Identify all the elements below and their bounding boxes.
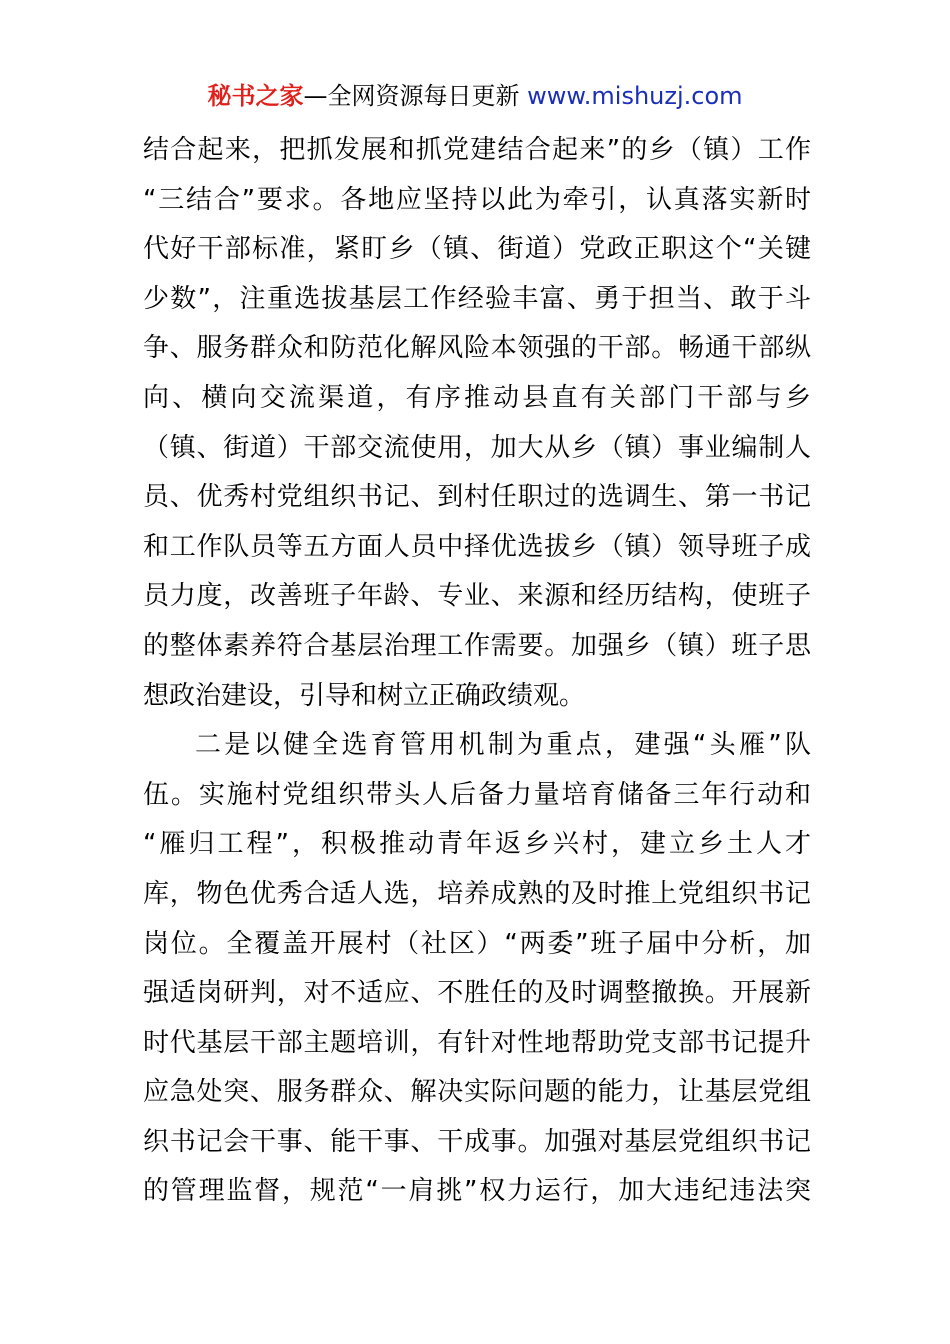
text-line: 织书记会干事、能干事、干成事。加强对基层党组织书记: [143, 1126, 811, 1157]
text-line: 强适岗研判，对不适应、不胜任的及时调整撤换。开展新: [143, 978, 811, 1009]
document-body: [143, 126, 811, 1217]
text-line: 员、优秀村党组织书记、到村任职过的选调生、第一书记: [143, 482, 811, 513]
paragraph-start-line: 二是以健全选育管用机制为重点，建强“头雁”队: [195, 730, 811, 761]
text-line: “三结合”要求。各地应坚持以此为牵引，认真落实新时: [143, 184, 811, 215]
text-line: 和工作队员等五方面人员中择优选拔乡（镇）领导班子成: [143, 531, 811, 562]
text-line: 的管理监督，规范“一肩挑”权力运行，加大违纪违法突: [143, 1176, 811, 1207]
site-link[interactable]: www.mishuzj.com: [527, 82, 743, 110]
text-line: 结合起来，把抓发展和抓党建结合起来”的乡（镇）工作: [143, 135, 811, 165]
text-line: 向、横向交流渠道，有序推动县直有关部门干部与乡: [143, 382, 811, 413]
text-line: 的整体素养符合基层治理工作需要。加强乡（镇）班子思: [143, 630, 811, 661]
text-line: 员力度，改善班子年龄、专业、来源和经历结构，使班子: [143, 581, 811, 612]
text-line: 伍。实施村党组织带头人后备力量培育储备三年行动和: [143, 779, 811, 810]
paragraph-end-line: 想政治建设，引导和树立正确政绩观。: [143, 680, 586, 711]
text-line: （镇、街道）干部交流使用，加大从乡（镇）事业编制人: [143, 432, 811, 463]
text-line: 时代基层干部主题培训，有针对性地帮助党支部书记提升: [143, 1027, 811, 1058]
header-tagline: —全网资源每日更新: [303, 82, 528, 110]
page-header: [0, 78, 950, 114]
text-line: 代好干部标准，紧盯乡（镇、街道）党政正职这个“关键: [143, 234, 811, 265]
text-line: 争、服务群众和防范化解风险本领强的干部。畅通干部纵: [143, 333, 811, 364]
text-line: 少数”，注重选拔基层工作经验丰富、勇于担当、敢于斗: [143, 283, 811, 314]
brand-name: 秘书之家: [207, 82, 304, 110]
text-line: 岗位。全覆盖开展村（社区）“两委”班子届中分析，加: [143, 928, 811, 959]
text-line: 应急处突、服务群众、解决实际问题的能力，让基层党组: [143, 1077, 811, 1108]
text-line: “雁归工程”，积极推动青年返乡兴村，建立乡土人才: [143, 829, 811, 860]
text-line: 库，物色优秀合适人选，培养成熟的及时推上党组织书记: [143, 878, 811, 909]
